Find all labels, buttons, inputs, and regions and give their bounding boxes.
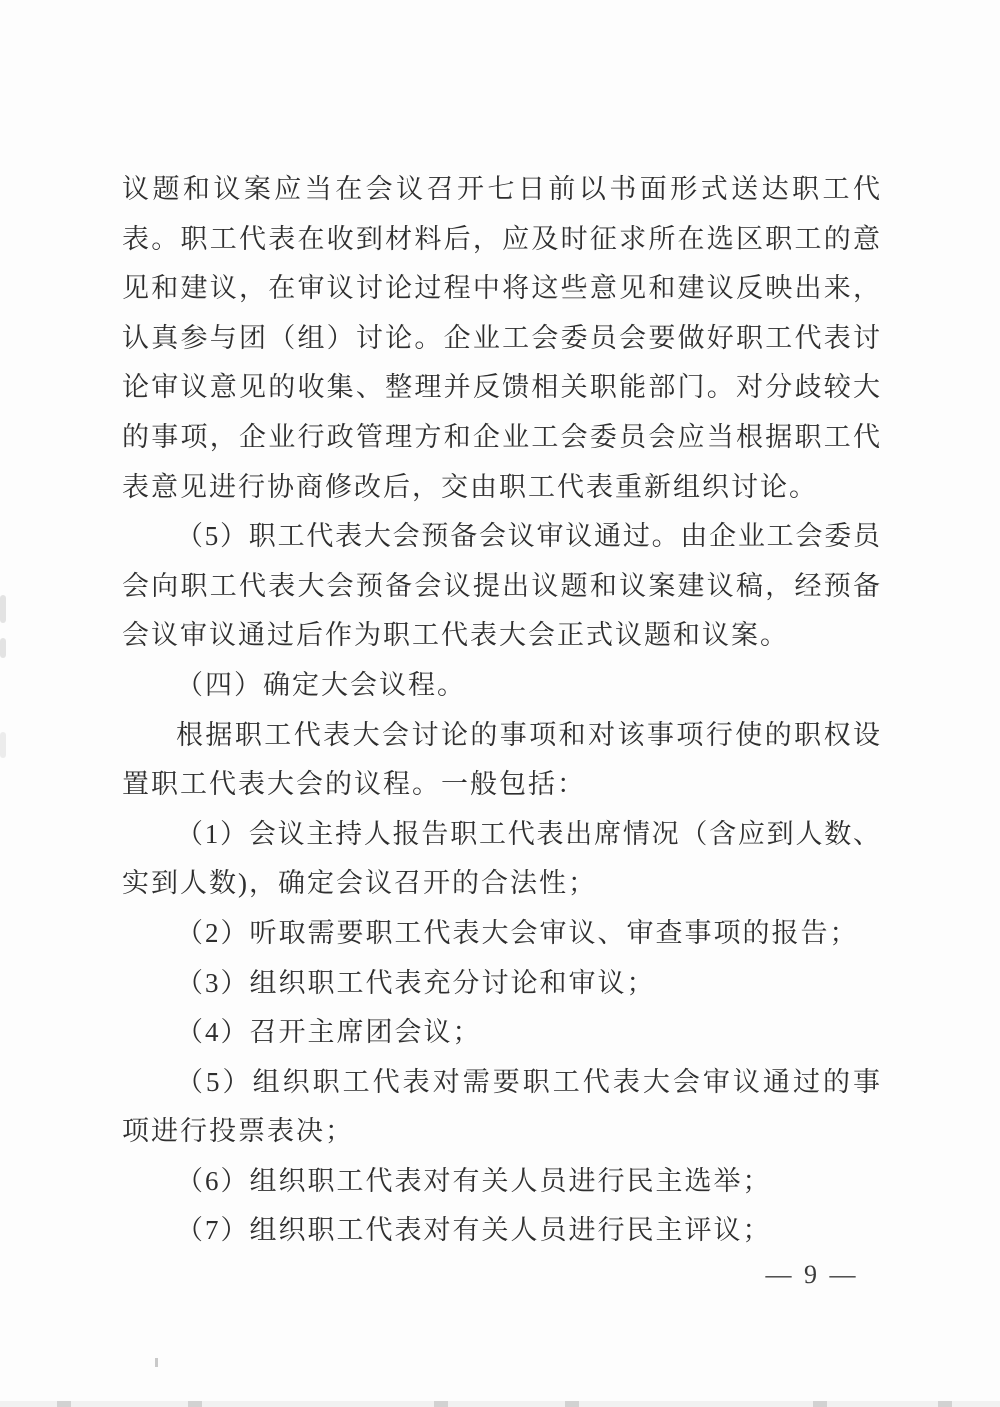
text-line: 见和建议，在审议讨论过程中将这些意见和建议反映出来，: [122, 273, 880, 304]
text-line: （5）职工代表大会预备会议审议通过。由企业工会委员: [176, 521, 880, 552]
scan-binding-mark: [0, 595, 6, 623]
text-line: 认真参与团（组）讨论。企业工会委员会要做好职工代表讨: [122, 322, 880, 353]
scan-edge-dot: [565, 1401, 579, 1407]
text-line: （四）确定大会议程。: [176, 669, 466, 700]
text-line: （7）组织职工代表对有关人员进行民主评议；: [176, 1215, 772, 1246]
scan-edge-dot: [57, 1401, 71, 1407]
text-line: （6）组织职工代表对有关人员进行民主选举；: [176, 1165, 772, 1196]
scan-edge-dot: [188, 1401, 202, 1407]
page-number: — 9 —: [765, 1260, 859, 1289]
text-line: 项进行投票表决；: [122, 1116, 354, 1147]
scan-binding-mark: [0, 732, 6, 758]
text-line: 会向职工代表大会预备会议提出议题和议案建议稿，经预备: [122, 570, 880, 601]
text-line: 实到人数)，确定会议召开的合法性；: [122, 868, 597, 899]
text-line: 根据职工代表大会讨论的事项和对该事项行使的职权设: [176, 719, 880, 750]
scan-bottom-edge: [0, 1401, 1000, 1407]
scan-speck: [155, 1358, 158, 1367]
document-text-block: [122, 165, 880, 1256]
text-line: （3）组织职工代表充分讨论和审议；: [176, 967, 656, 998]
text-line: （1）会议主持人报告职工代表出席情况（含应到人数、: [176, 818, 880, 849]
text-line: （5）组织职工代表对需要职工代表大会审议通过的事: [176, 1066, 880, 1097]
scan-edge-dot: [434, 1401, 448, 1407]
text-line: 议题和议案应当在会议召开七日前以书面形式送达职工代: [122, 174, 880, 204]
text-line: 会议审议通过后作为职工代表大会正式议题和议案。: [122, 620, 789, 651]
text-line: （4）召开主席团会议；: [176, 1017, 482, 1048]
text-line: 置职工代表大会的议程。一般包括：: [122, 769, 586, 800]
text-line: 的事项，企业行政管理方和企业工会委员会应当根据职工代: [122, 421, 880, 452]
scan-edge-dot: [813, 1401, 827, 1407]
text-line: 论审议意见的收集、整理并反馈相关职能部门。对分歧较大: [122, 372, 880, 403]
text-line: 表。职工代表在收到材料后，应及时征求所在选区职工的意: [122, 223, 880, 254]
scan-edge-dot: [938, 1401, 952, 1407]
scan-binding-mark: [0, 638, 6, 658]
text-line: （2）听取需要职工代表大会审议、审查事项的报告；: [176, 917, 859, 948]
text-line: 表意见进行协商修改后，交由职工代表重新组织讨论。: [122, 471, 818, 502]
